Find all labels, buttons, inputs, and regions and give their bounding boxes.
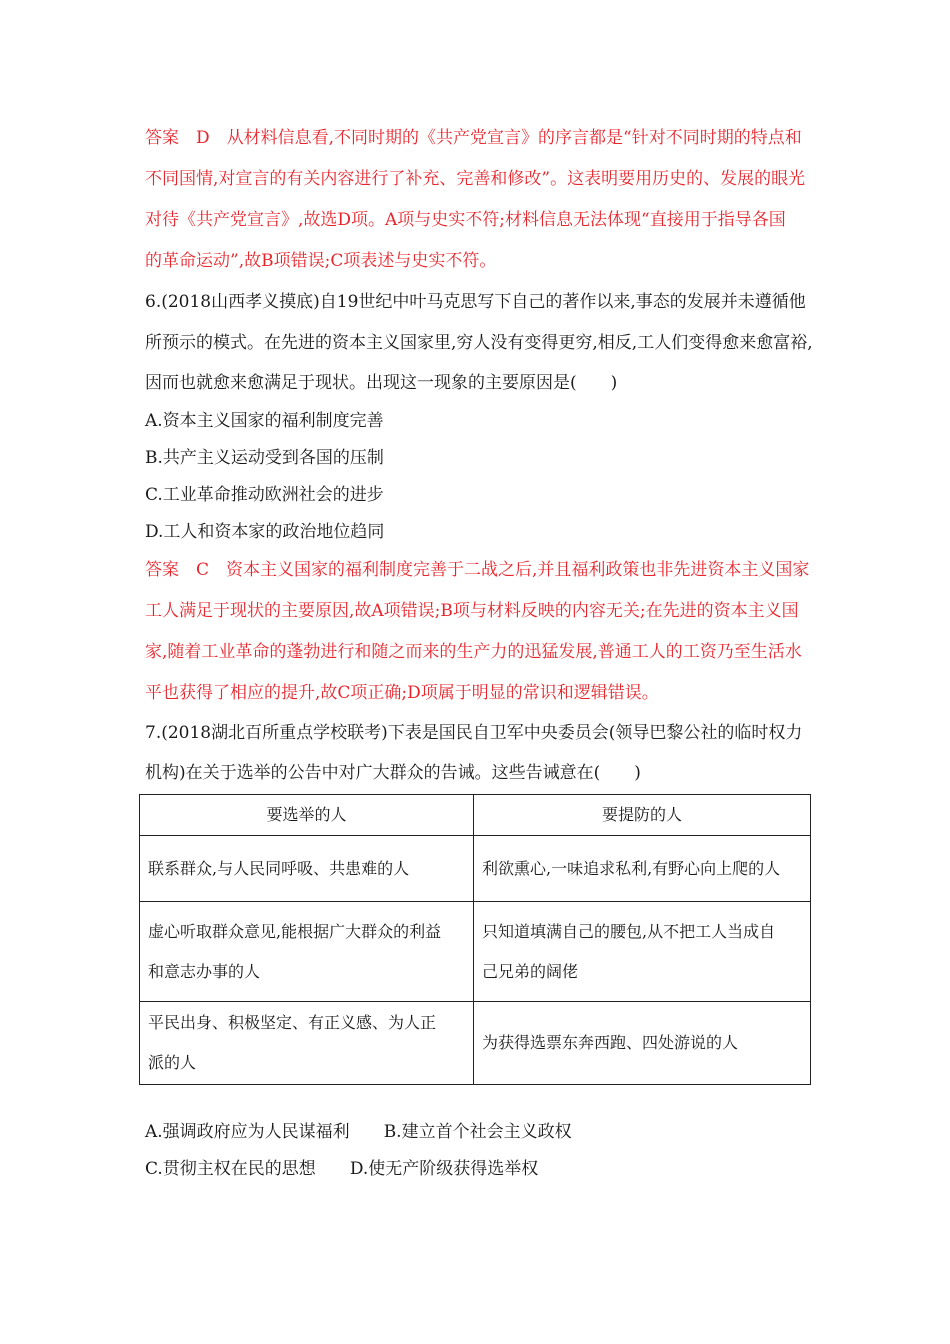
question-7-option-d: D.使无产阶级获得选举权 — [349, 1159, 539, 1179]
table-cell — [474, 1002, 811, 1085]
cell-text: 和意志办事的人 — [148, 961, 261, 981]
question-6-option-a: A.资本主义国家的福利制度完善 — [145, 411, 384, 431]
cell-text: 虚心听取群众意见,能根据广大群众的利益 — [148, 921, 442, 941]
table-cell — [140, 836, 474, 902]
answer-5-line-2: 不同国情,对宣言的有关内容进行了补充、完善和修改”。这表明要用历史的、发展的眼光 — [145, 169, 806, 189]
question-7-options-line-1 — [145, 1121, 572, 1143]
question-6-option-b: B.共产主义运动受到各国的压制 — [145, 448, 384, 468]
table-row — [140, 836, 811, 902]
question-7-option-c: C.贯彻主权在民的思想 — [145, 1159, 316, 1179]
table-row — [140, 1002, 811, 1085]
question-6-option-c: C.工业革命推动欧洲社会的进步 — [145, 485, 384, 505]
question-7-options-line-2 — [145, 1158, 538, 1180]
cell-text: 己兄弟的阔佬 — [482, 961, 579, 981]
cell-text: 为获得选票东奔西跑、四处游说的人 — [482, 1033, 739, 1052]
table-row — [140, 902, 811, 1002]
table-header-row — [140, 795, 811, 836]
question-7-option-a: A.强调政府应为人民谋福利 — [145, 1122, 350, 1142]
answer-6-line-1: 答案 C 资本主义国家的福利制度完善于二战之后,并且福利政策也非先进资本主义国家 — [145, 560, 810, 580]
table-cell — [474, 836, 811, 902]
cell-text: 派的人 — [148, 1053, 197, 1072]
answer-5-line-3: 对待《共产党宣言》,故选D项。A项与史实不符;材料信息无法体现“直接用于指导各国 — [145, 210, 786, 230]
question-7-stem-line-2: 机构)在关于选举的公告中对广大群众的告诫。这些告诫意在( ) — [145, 763, 641, 783]
question-7-option-b: B.建立首个社会主义政权 — [383, 1122, 572, 1142]
question-6-stem-line-3: 因而也就愈来愈满足于现状。出现这一现象的主要原因是( ) — [145, 373, 618, 393]
table-cell — [140, 1002, 474, 1085]
table-cell — [474, 902, 811, 1002]
question-6-option-d: D.工人和资本家的政治地位趋同 — [145, 522, 385, 542]
question-6-stem-line-1: 6.(2018山西孝义摸底)自19世纪中叶马克思写下自己的著作以来,事态的发展并未遵循他 — [145, 292, 806, 312]
table-header-beware: 要提防的人 — [474, 795, 811, 836]
table-cell — [140, 902, 474, 1002]
election-table — [139, 794, 811, 1085]
question-7-stem-line-1: 7.(2018湖北百所重点学校联考)下表是国民自卫军中央委员会(领导巴黎公社的临时权力 — [145, 723, 803, 743]
answer-6-line-2: 工人满足于现状的主要原因,故A项错误;B项与材料反映的内容无关;在先进的资本主义国 — [145, 601, 799, 621]
answer-5-line-4: 的革命运动”,故B项错误;C项表述与史实不符。 — [145, 251, 497, 271]
table-header-elect: 要选举的人 — [140, 795, 474, 836]
answer-6-line-3: 家,随着工业革命的蓬勃进行和随之而来的生产力的迅猛发展,普通工人的工资乃至生活水 — [145, 642, 802, 662]
cell-text: 只知道填满自己的腰包,从不把工人当成自 — [482, 921, 776, 941]
cell-text: 平民出身、积极坚定、有正义感、为人正 — [148, 1013, 437, 1032]
answer-6-line-4: 平也获得了相应的提升,故C项正确;D项属于明显的常识和逻辑错误。 — [145, 683, 659, 703]
cell-text: 联系群众,与人民同呼吸、共患难的人 — [148, 858, 410, 878]
question-6-stem-line-2: 所预示的模式。在先进的资本主义国家里,穷人没有变得更穷,相反,工人们变得愈来愈富裕, — [145, 333, 813, 353]
cell-text: 利欲熏心,一味追求私利,有野心向上爬的人 — [482, 858, 781, 878]
answer-5-line-1: 答案 D 从材料信息看,不同时期的《共产党宣言》的序言都是“针对不同时期的特点和 — [145, 128, 802, 148]
